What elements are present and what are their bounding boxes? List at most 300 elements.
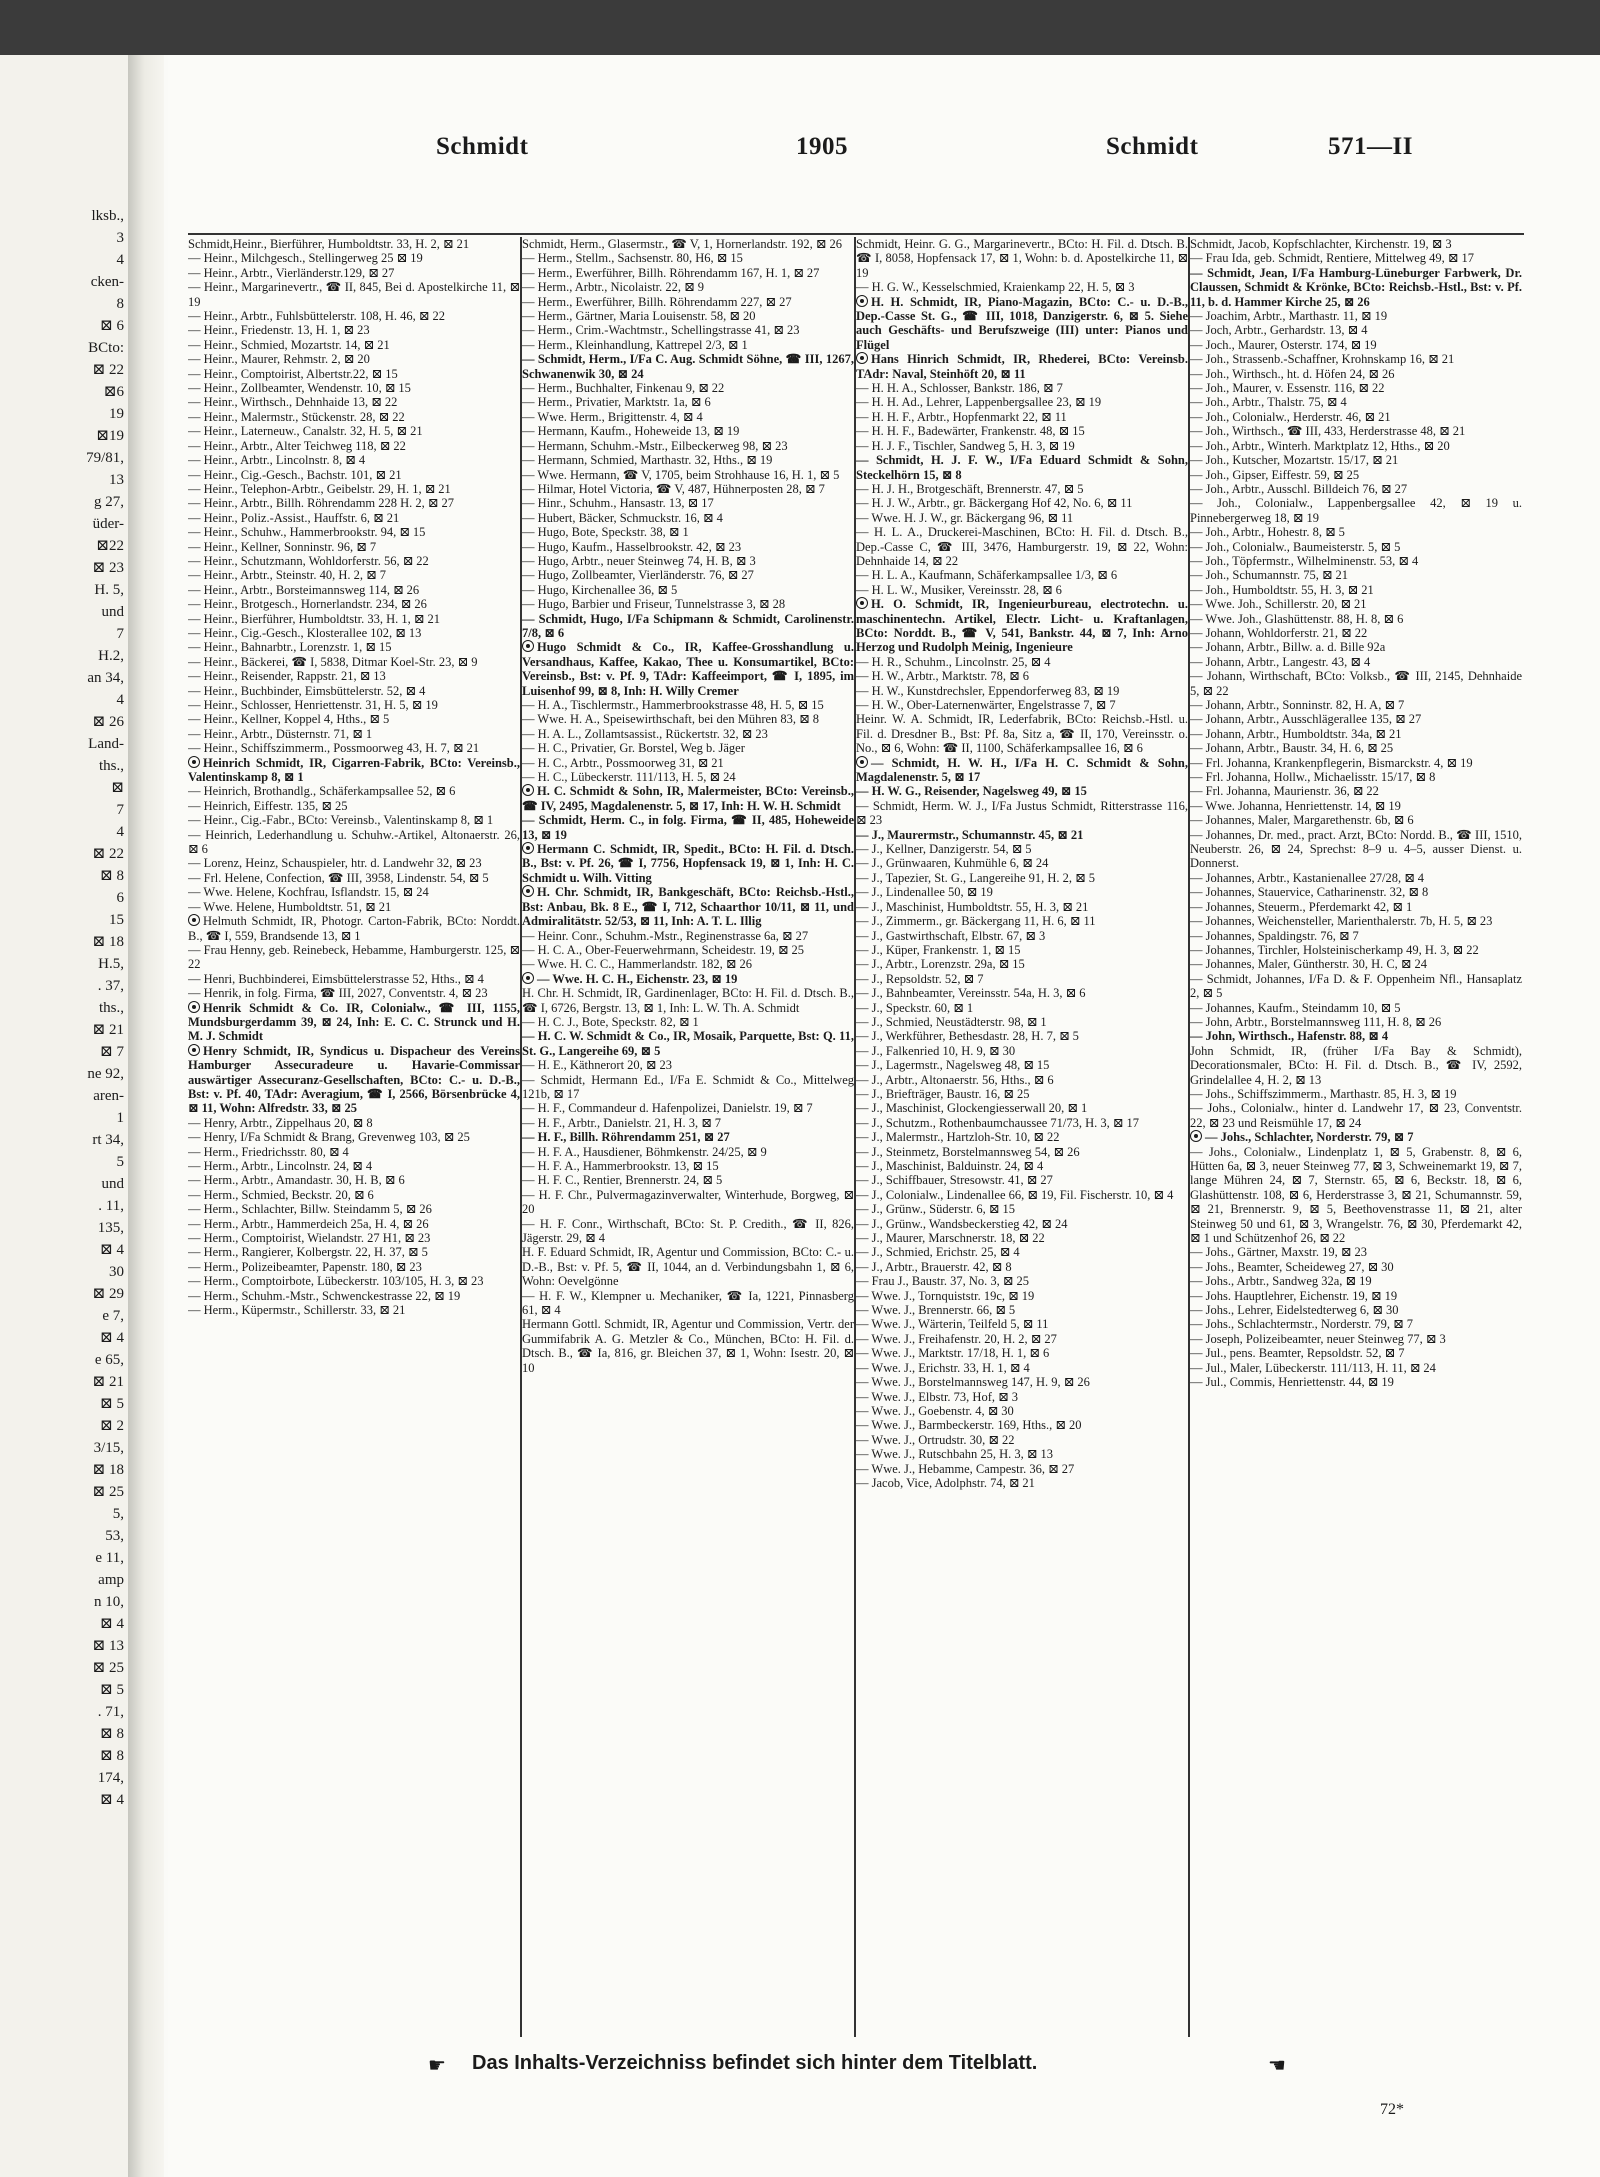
directory-entry-text: — Wwe. H. A., Speisewirthschaft, bei den Mühren 83, ⊠ 8: [522, 712, 819, 727]
directory-entry-text: — Hilmar, Hotel Victoria, ☎ V, 487, Hühnerposten 28, ⊠ 7: [522, 481, 825, 496]
directory-entry-text: — J., Speckstr. 60, ⊠ 1: [856, 1000, 974, 1015]
previous-page-fragment: ⊠ 18: [92, 934, 124, 950]
directory-entry-text: — Hugo, Barbier und Friseur, Tunnelstrasse 3, ⊠ 28: [522, 597, 786, 612]
directory-entry: [522, 568, 854, 582]
directory-entry-text: — J., Repsoldstr. 52, ⊠ 7: [856, 971, 984, 986]
directory-entry-text: — H. E., Käthnerort 20, ⊠ 23: [522, 1058, 673, 1073]
directory-entry-text: — H. H. F., Badewärter, Frankenstr. 48, ⊠ 15: [856, 424, 1085, 439]
directory-entry: [188, 338, 520, 352]
directory-entry: [856, 885, 1188, 899]
directory-entry: [856, 1260, 1188, 1274]
directory-entry-text: — Henri, Buchbinderei, Eimsbüttelerstrasse 52, Hths., ⊠ 4: [188, 971, 484, 986]
directory-entry: [1190, 784, 1522, 798]
directory-entry: [522, 309, 854, 323]
directory-entry: [522, 597, 854, 611]
directory-entry: [856, 1361, 1188, 1375]
directory-entry: [188, 1159, 520, 1173]
directory-entry: [188, 784, 520, 798]
directory-entry-text: Heinr. W. A. Schmidt, IR, Lederfabrik, BCto: Reichsb.-Hstl. u. Fil. d. Dresdner B., Bst: Pf. 8a, Sitz a, ☎ II, 170, Vereinsstr. o. No., ⊠ 6, Wohn: ☎ II, 1100, Schäferkampsallee 16, ⊠ 6: [856, 712, 1188, 756]
directory-entry-text: — Johannes, Maler, Margarethenstr. 6b, ⊠ 6: [1190, 813, 1414, 828]
directory-entry: [1190, 929, 1522, 943]
directory-entry: [856, 295, 1188, 353]
directory-entry-text: — Herm., Schmied, Beckstr. 20, ⊠ 6: [188, 1187, 374, 1202]
directory-entry-text: — J., Arbtr., Altonaerstr. 56, Hths., ⊠ 6: [856, 1072, 1054, 1087]
directory-entry: [188, 468, 520, 482]
directory-entry: [188, 410, 520, 424]
directory-entry: [188, 741, 520, 755]
directory-entry-text: — J., Grünwaaren, Kuhmühle 6, ⊠ 24: [856, 856, 1049, 871]
directory-entry: [188, 684, 520, 698]
directory-entry: [522, 295, 854, 309]
directory-entry-text: — H. W., Arbtr., Marktstr. 78, ⊠ 6: [856, 669, 1029, 684]
directory-entry: [856, 957, 1188, 971]
directory-entry: [1190, 655, 1522, 669]
directory-entry-text: — Herm., Arbtr., Amandastr. 30, H. B, ⊠ 6: [188, 1173, 405, 1188]
directory-entry-text: — J., Maurer, Marschnerstr. 18, ⊠ 22: [856, 1231, 1045, 1246]
previous-page-fragment: . 71,: [97, 1704, 124, 1720]
directory-entry: [856, 784, 1188, 798]
directory-entry-text: — Wwe. J., Ortrudstr. 30, ⊠ 22: [856, 1432, 1015, 1447]
directory-entry-text: — Heinr., Arbtr., Lincolnstr. 8, ⊠ 4: [188, 453, 366, 468]
directory-entry: [188, 1260, 520, 1274]
directory-entry-text: — Heinr., Wirthsch., Dehnhaide 13, ⊠ 22: [188, 395, 398, 410]
directory-entry: [856, 1317, 1188, 1331]
directory-entry: [1190, 1346, 1522, 1360]
directory-entry-text: — Johann, Arbtr., Billw. a. d. Bille 92a: [1190, 640, 1386, 655]
directory-entry-text: — Wwe. Helene, Kochfrau, Isflandstr. 15, ⊠ 24: [188, 885, 429, 900]
directory-entry: [1190, 323, 1522, 337]
directory-entry-text: — Herm., Polizeibeamter, Papenstr. 180, ⊠ 23: [188, 1259, 422, 1274]
directory-entry-text: — Hugo, Zollbeamter, Vierländerstr. 76, ⊠ 27: [522, 568, 754, 583]
directory-entry: [856, 1404, 1188, 1418]
directory-entry-text: Heinrich Schmidt, IR, Cigarren-Fabrik, BCto: Vereinsb., Valentinskamp 8, ⊠ 1: [188, 755, 520, 785]
previous-page-fragment: 6: [116, 890, 124, 906]
directory-entry: [1190, 813, 1522, 827]
directory-entry-text: — Jul., Maler, Lübeckerstr. 111/113, H. 11, ⊠ 24: [1190, 1360, 1436, 1375]
directory-entry-text: — Heinr., Schuhw., Hammerbrookstr. 94, ⊠ 15: [188, 525, 426, 540]
directory-entry: [188, 1289, 520, 1303]
directory-entry-text: — Herm., Crim.-Wachtmstr., Schellingstrasse 41, ⊠ 23: [522, 323, 800, 338]
directory-entry: [188, 352, 520, 366]
column-4: [1190, 237, 1522, 2037]
directory-entry-text: — Heinr., Schutzmann, Wohldorferstr. 56, ⊠ 22: [188, 553, 429, 568]
directory-entry-text: — Schmidt, Herm., I/Fa C. Aug. Schmidt Söhne, ☎ III, 1267, Schwanenwik 30, ⊠ 24: [522, 352, 854, 381]
directory-entry: [522, 1245, 854, 1288]
directory-entry-text: — Hugo, Kaufm., Hasselbrookstr. 42, ⊠ 23: [522, 539, 742, 554]
pointing-hand-left-icon: ☛: [428, 2055, 446, 2077]
directory-entry: [522, 1145, 854, 1159]
directory-entry-text: — Wwe. H. C. C., Hammerlandstr. 182, ⊠ 26: [522, 957, 753, 972]
previous-page-fragment: amp: [98, 1572, 124, 1588]
directory-entry: [856, 482, 1188, 496]
entry-columns: [188, 237, 1524, 2037]
directory-entry-text: — Heinr., Kellner, Sonninstr. 96, ⊠ 7: [188, 539, 377, 554]
directory-entry: [856, 1390, 1188, 1404]
directory-entry: [188, 424, 520, 438]
registered-firm-mark-icon: [522, 972, 534, 984]
directory-entry: [522, 439, 854, 453]
directory-entry-text: — H. L. A., Kaufmann, Schäferkampsallee 1/3, ⊠ 6: [856, 568, 1118, 583]
directory-entry: [1190, 554, 1522, 568]
directory-entry: [856, 914, 1188, 928]
directory-entry: [1190, 885, 1522, 899]
previous-page-fragment: ⊠ 6: [100, 318, 124, 334]
directory-entry-text: — Heinr., Buchbinder, Eimsbüttelerstr. 52, ⊠ 4: [188, 683, 426, 698]
directory-entry-text: Henry Schmidt, IR, Syndicus u. Dispacheur des Vereins Hamburger Assecuradeure u. Havarie-Commissar auswärtiger Assecuranz-Gesellschaften, BCto: C.- u. D.-B., Bst: v. Pf. 40, TAdr: Averagium, ☎ I, 2566, Börsenbrücke 4, ⊠ 11, Wohn: Alfredstr. 33, ⊠ 25: [188, 1043, 520, 1116]
directory-entry: [188, 251, 520, 265]
directory-entry-text: — Heinr., Brotgesch., Hornerlandstr. 234, ⊠ 26: [188, 597, 427, 612]
directory-entry-text: — Heinrich, Eiffestr. 135, ⊠ 25: [188, 798, 348, 813]
previous-page-fragment: an 34,: [87, 670, 124, 686]
directory-entry: [1190, 583, 1522, 597]
directory-entry: [856, 597, 1188, 655]
previous-page-fragment: und: [101, 1176, 124, 1192]
directory-entry-text: — Schmidt, Herm. W. J., I/Fa Justus Schmidt, Ritterstrasse 116, ⊠ 23: [856, 798, 1188, 828]
directory-entry: [522, 525, 854, 539]
previous-page-fragments: [0, 55, 128, 1811]
directory-entry: [856, 943, 1188, 957]
directory-entry-text: — Joch, Arbtr., Gerhardstr. 13, ⊠ 4: [1190, 323, 1368, 338]
directory-entry: [1190, 482, 1522, 496]
previous-page-fragment: ⊠ 4: [100, 1242, 124, 1258]
directory-entry: [522, 468, 854, 482]
directory-entry-text: — Johs., Colonialw., Lindenplatz 1, ⊠ 5, Grabenstr. 8, ⊠ 6, Hütten 6a, ⊠ 3, neuer Steinweg 77, ⊠ 3, Schweinemarkt 19, ⊠ 7, lange Mühren 24, ⊠ 7, Sternstr. 65, ⊠ 6, Beckstr. 18, ⊠ 6, Glashüttenstr. 108, ⊠ 6, Herderstrasse 3, ⊠ 21, Schumannstr. 59, ⊠ 21, Brennerstr. 9, ⊠ 5, Beethovenstrasse 11, ⊠ 21, alter Steinweg 50 und 61, ⊠ 3, Wrangelstr. 76, ⊠ 30, Pferdemarkt 42, ⊠ 1 und Schützenhof 26, ⊠ 22: [1190, 1144, 1522, 1246]
directory-entry-text: — H. H. Ad., Lehrer, Lappenbergsallee 23, ⊠ 19: [856, 395, 1102, 410]
directory-entry-text: — Heinr., Cig.-Gesch., Bachstr. 101, ⊠ 21: [188, 467, 402, 482]
directory-entry-text: — Heinr., Milchgesch., Stellingerweg 25 ⊠ 19: [188, 251, 423, 266]
directory-entry-text: — J., Grünw., Wandsbeckerstieg 42, ⊠ 24: [856, 1216, 1068, 1231]
directory-entry-text: — Jacob, Vice, Adolphstr. 74, ⊠ 21: [856, 1475, 1035, 1490]
directory-entry-text: — Heinr. Conr., Schuhm.-Mstr., Reginenstrasse 6a, ⊠ 27: [522, 928, 809, 943]
directory-entry-text: — Johs., Lehrer, Eidelstedterweg 6, ⊠ 30: [1190, 1303, 1399, 1318]
directory-entry-text: — H. C. A., Ober-Feuerwehrmann, Scheidestr. 19, ⊠ 25: [522, 942, 805, 957]
directory-entry-text: — Heinr., Schiffszimmerm., Possmoorweg 43, H. 7, ⊠ 21: [188, 741, 480, 756]
previous-page-fragment: ⊠ 22: [92, 362, 124, 378]
directory-entry-text: — Joh., Arbtr., Thalstr. 75, ⊠ 4: [1190, 395, 1347, 410]
directory-entry: [856, 1462, 1188, 1476]
directory-entry: [188, 727, 520, 741]
directory-entry: [856, 1346, 1188, 1360]
directory-entry-text: — Joh., Colonialw., Herderstr. 46, ⊠ 21: [1190, 409, 1391, 424]
directory-entry: [1190, 741, 1522, 755]
directory-entry-text: — Wwe. J., Brennerstr. 66, ⊠ 5: [856, 1303, 1016, 1318]
directory-entry-text: Schmidt,Heinr., Bierführer, Humboldtstr. 33, H. 2, ⊠ 21: [188, 237, 470, 251]
directory-entry-text: — Wwe. Joh., Schillerstr. 20, ⊠ 21: [1190, 597, 1367, 612]
directory-entry: [522, 1101, 854, 1115]
directory-entry: [856, 525, 1188, 568]
directory-entry-text: — Henry, Arbtr., Zippelhaus 20, ⊠ 8: [188, 1115, 373, 1130]
directory-entry: [856, 1173, 1188, 1187]
previous-page-fragment: cken-: [90, 274, 124, 290]
directory-entry-text: — H. F., Commandeur d. Hafenpolizei, Danielstr. 19, ⊠ 7: [522, 1101, 813, 1116]
directory-entry-text: — Herm., Küpermstr., Schillerstr. 33, ⊠ 21: [188, 1303, 406, 1318]
directory-entry-text: — Heinr., Reisender, Rappstr. 21, ⊠ 13: [188, 669, 386, 684]
directory-entry-text: — Johann, Arbtr., Baustr. 34, H. 6, ⊠ 25: [1190, 741, 1394, 756]
directory-entry: [522, 1188, 854, 1217]
directory-entry: [856, 568, 1188, 582]
directory-entry: [1190, 770, 1522, 784]
directory-entry-text: — Johann, Arbtr., Ausschlägerallee 135, ⊠ 27: [1190, 712, 1422, 727]
previous-page-fragment: . 11,: [98, 1198, 124, 1214]
directory-entry: [856, 511, 1188, 525]
directory-entry: [188, 756, 520, 785]
directory-entry-text: — Herm., Kleinhandlung, Kattrepel 2/3, ⊠ 1: [522, 337, 748, 352]
directory-entry: [188, 525, 520, 539]
directory-entry: [856, 972, 1188, 986]
directory-entry: [188, 698, 520, 712]
directory-entry: [856, 1476, 1188, 1490]
directory-entry: [1190, 1029, 1522, 1043]
previous-page-fragment: g 27,: [94, 494, 124, 510]
previous-page-fragment: 4: [116, 824, 124, 840]
directory-entry-text: Henrik Schmidt & Co. IR, Colonialw., ☎ III, 1155, Mundsburgerdamm 39, ⊠ 24, Inh: E. C. C. Strunck und H. M. J. Schmidt: [188, 1000, 520, 1044]
directory-entry: [522, 1217, 854, 1246]
page-header: [168, 133, 1600, 173]
directory-entry-text: — J., Lindenallee 50, ⊠ 19: [856, 885, 993, 900]
previous-page-fragment: lksb.,: [91, 208, 124, 224]
directory-entry: [856, 842, 1188, 856]
directory-entry-text: — Herm., Rangierer, Kolbergstr. 22, H. 37, ⊠ 5: [188, 1245, 428, 1260]
directory-entry-text: — Wwe. Herm., Brigittenstr. 4, ⊠ 4: [522, 409, 703, 424]
directory-entry-text: — J., Kellner, Danzigerstr. 54, ⊠ 5: [856, 842, 1032, 857]
previous-page-fragment: ⊠ 8: [100, 1726, 124, 1742]
directory-entry-text: — John, Arbtr., Borstelmannsweg 111, H. 8, ⊠ 26: [1190, 1014, 1442, 1029]
previous-page-fragment: ⊠ 26: [92, 714, 124, 730]
directory-entry: [188, 669, 520, 683]
directory-entry: [522, 1289, 854, 1318]
directory-entry-text: — Herm., Privatier, Marktstr. 1a, ⊠ 6: [522, 395, 711, 410]
directory-entry: [522, 453, 854, 467]
directory-entry-text: — J., Grünw., Süderstr. 6, ⊠ 15: [856, 1202, 1015, 1217]
directory-entry: [1190, 352, 1522, 366]
directory-entry-text: — Frau Ida, geb. Schmidt, Rentiere, Mittelweg 49, ⊠ 17: [1190, 251, 1475, 266]
previous-page-fragment: ⊠ 29: [92, 1286, 124, 1302]
directory-entry-text: — Herm., Buchhalter, Finkenau 9, ⊠ 22: [522, 381, 725, 396]
directory-entry: [1190, 266, 1522, 309]
directory-entry: [188, 482, 520, 496]
directory-entry-text: — Johann, Wirthschaft, BCto: Volksb., ☎ III, 2145, Dehnhaide 5, ⊠ 22: [1190, 669, 1522, 698]
directory-entry-text: — J., Maschinist, Balduinstr. 24, ⊠ 4: [856, 1159, 1044, 1173]
directory-entry: [188, 511, 520, 525]
directory-entry-text: — Heinr., Arbtr., Alter Teichweg 118, ⊠ 22: [188, 438, 406, 453]
directory-entry-text: — Herm., Arbtr., Lincolnstr. 24, ⊠ 4: [188, 1159, 373, 1173]
directory-entry: [522, 410, 854, 424]
previous-page-fragment: üder-: [92, 516, 124, 532]
directory-entry: [1190, 1001, 1522, 1015]
directory-entry: [522, 280, 854, 294]
directory-entry-text: — Henry, I/Fa Schmidt & Brang, Grevenweg 103, ⊠ 25: [188, 1130, 470, 1145]
directory-entry: [856, 1188, 1188, 1202]
header-year: 1905: [796, 133, 848, 160]
previous-page-fragment: ths.,: [98, 1000, 124, 1016]
directory-entry-text: — Heinr., Arbtr., Steinstr. 40, H. 2, ⊠ 7: [188, 568, 386, 583]
directory-entry: [1190, 727, 1522, 741]
previous-page-fragment: e 65,: [94, 1352, 124, 1368]
directory-entry-text: — Johs., Gärtner, Maxstr. 19, ⊠ 23: [1190, 1245, 1367, 1260]
directory-entry-text: — Herm., Arbtr., Hammerdeich 25a, H. 4, ⊠ 26: [188, 1216, 429, 1231]
previous-page-fragment: H.2,: [98, 648, 124, 664]
directory-entry: [188, 439, 520, 453]
directory-entry: [1190, 828, 1522, 871]
directory-entry: [1190, 424, 1522, 438]
directory-entry: [188, 1116, 520, 1130]
directory-entry: [188, 540, 520, 554]
directory-entry-text: John Schmidt, IR, (früher I/Fa Bay & Schmidt), Decorationsmaler, BCto: H. Fil. d. Dtsch. B., ☎ IV, 2592, Grindelallee 4, H. 2, ⊠ 13: [1190, 1043, 1522, 1087]
directory-entry-text: — Jul., Commis, Henriettenstr. 44, ⊠ 19: [1190, 1375, 1394, 1390]
directory-entry-text: — Joch., Maurer, Osterstr. 174, ⊠ 19: [1190, 337, 1377, 352]
directory-entry: [1190, 1145, 1522, 1246]
directory-entry: [188, 914, 520, 943]
directory-entry: [188, 453, 520, 467]
directory-entry: [1190, 1303, 1522, 1317]
directory-entry-text: — H. C., Privatier, Gr. Borstel, Weg b. Jäger: [522, 741, 745, 756]
directory-entry-text: — H. L. W., Musiker, Vereinsstr. 28, ⊠ 6: [856, 582, 1062, 597]
directory-entry-text: — Herm., Stellm., Sachsenstr. 80, H6, ⊠ 15: [522, 251, 743, 266]
previous-page-fragment: 5: [116, 1154, 124, 1170]
directory-entry-text: — H. W., Kunstdrechsler, Eppendorferweg 83, ⊠ 19: [856, 683, 1120, 698]
directory-entry-text: — H. C. W. Schmidt & Co., IR, Mosaik, Parquette, Bst: Q. 11, St. G., Langereihe 69, ⊠ 5: [522, 1029, 854, 1058]
directory-entry: [1190, 1130, 1522, 1144]
directory-entry: [522, 972, 854, 986]
book-gutter: [128, 55, 164, 2177]
directory-entry: [522, 424, 854, 438]
directory-entry: [856, 1202, 1188, 1216]
previous-page-fragment: 79/81,: [86, 450, 124, 466]
directory-entry: [856, 1101, 1188, 1115]
directory-entry: [856, 1303, 1188, 1317]
directory-entry: [522, 741, 854, 755]
directory-entry-text: — Joh., Arbtr., Winterh. Marktplatz 12, Hths., ⊠ 20: [1190, 438, 1450, 453]
directory-entry: [1190, 943, 1522, 957]
directory-entry: [856, 871, 1188, 885]
directory-entry-text: — Heinr., Comptoirist, Albertstr.22, ⊠ 15: [188, 366, 398, 381]
previous-page-fragment: e 7,: [102, 1308, 124, 1324]
directory-entry-text: — Wwe. Helene, Humboldtstr. 51, ⊠ 21: [188, 899, 392, 914]
previous-page-fragment: ⊠ 25: [92, 1660, 124, 1676]
directory-entry: [1190, 756, 1522, 770]
directory-entry: [522, 770, 854, 784]
directory-entry: [522, 352, 854, 381]
directory-entry-text: — Herm., Comptoirist, Wielandstr. 27 H1, ⊠ 23: [188, 1231, 431, 1246]
directory-entry: [1190, 439, 1522, 453]
directory-entry: [1190, 1015, 1522, 1029]
directory-entry: [522, 1317, 854, 1375]
directory-entry: [188, 712, 520, 726]
directory-entry: [188, 266, 520, 280]
directory-entry: [522, 986, 854, 1015]
directory-entry-text: — Heinr., Friedenstr. 13, H. 1, ⊠ 23: [188, 323, 370, 338]
directory-entry: [522, 640, 854, 698]
directory-entry: [522, 511, 854, 525]
directory-entry: [1190, 496, 1522, 525]
directory-entry: [188, 885, 520, 899]
directory-entry-text: — J., Maurermstr., Schumannstr. 45, ⊠ 21: [856, 827, 1084, 842]
previous-page-fragment: ⊠6: [103, 384, 124, 400]
directory-entry: [856, 410, 1188, 424]
pointing-hand-right-icon: ☚: [1268, 2055, 1286, 2077]
directory-entry: [856, 583, 1188, 597]
directory-entry: [522, 756, 854, 770]
directory-entry: [522, 338, 854, 352]
directory-entry-text: Hermann Gottl. Schmidt, IR, Agentur und Commission, Vertr. der Gummifabrik A. G. Metzler & Co., München, BCto: H. Fil. d. Dtsch. B., ☎ Ia, 816, gr. Bleichen 37, ⊠ 1, Wohn: Isestr. 20, ⊠ 10: [522, 1317, 854, 1375]
directory-entry-text: — Hugo, Kirchenallee 36, ⊠ 5: [522, 582, 678, 597]
directory-entry-text: — Wwe. J., Hebamme, Campestr. 36, ⊠ 27: [856, 1461, 1075, 1476]
directory-entry-text: — Heinr., Arbtr., Billh. Röhrendamm 228 H. 2, ⊠ 27: [188, 496, 455, 511]
directory-entry: [188, 1231, 520, 1245]
directory-entry: [522, 784, 854, 813]
directory-entry: [188, 381, 520, 395]
registered-firm-mark-icon: [188, 1001, 200, 1013]
previous-page-fragment: BCto:: [88, 340, 124, 356]
directory-entry: [522, 1159, 854, 1173]
directory-entry-text: — Wwe. H. C. H., Eichenstr. 23, ⊠ 19: [537, 971, 738, 986]
directory-entry-text: H. C. Schmidt & Sohn, IR, Malermeister, BCto: Vereinsb., ☎ IV, 2495, Magdalenenstr. 5, ⊠ 17, Inh: H. W. H. Schmidt: [522, 784, 854, 813]
registered-firm-mark-icon: [522, 784, 534, 796]
previous-page-fragment: 4: [116, 252, 124, 268]
directory-entry-text: — Johannes, Tirchler, Holsteinischerkamp 49, H. 3, ⊠ 22: [1190, 942, 1479, 957]
previous-page-fragment: ⊠ 4: [100, 1616, 124, 1632]
directory-entry: [188, 1202, 520, 1216]
directory-entry-text: — Wwe. J., Marktstr. 17/18, H. 1, ⊠ 6: [856, 1346, 1050, 1361]
directory-entry: [1190, 237, 1522, 251]
directory-entry-text: — Heinr., Cig.-Gesch., Klosterallee 102, ⊠ 13: [188, 625, 422, 640]
directory-entry-text: — Heinr., Arbtr., Düsternstr. 71, ⊠ 1: [188, 726, 373, 741]
registered-firm-mark-icon: [522, 885, 534, 897]
previous-page-fragment: 53,: [105, 1528, 124, 1544]
directory-entry: [856, 1217, 1188, 1231]
footer-text: Das Inhalts-Verzeichniss befindet sich hinter dem Titelblatt.: [472, 2052, 1038, 2074]
directory-entry: [1190, 626, 1522, 640]
directory-entry-text: — J., Lagermstr., Nagelsweg 48, ⊠ 15: [856, 1058, 1050, 1073]
directory-entry: [856, 395, 1188, 409]
directory-entry-text: — H. C., Arbtr., Possmoorweg 31, ⊠ 21: [522, 755, 724, 770]
previous-page-fragment: ⊠ 18: [92, 1462, 124, 1478]
directory-entry: [856, 1145, 1188, 1159]
directory-entry-text: — Johann, Wohldorferstr. 21, ⊠ 22: [1190, 625, 1368, 640]
directory-entry-text: — Schmidt, H. J. F. W., I/Fa Eduard Schmidt & Sohn, Steckelhörn 15, ⊠ 8: [856, 453, 1188, 482]
directory-entry-text: — Schmidt, Hugo, I/Fa Schipmann & Schmidt, Carolinenstr. 7/8, ⊠ 6: [522, 611, 854, 640]
directory-entry-text: — Johs., Colonialw., hinter d. Landwehr 17, ⊠ 23, Conventstr. 22, ⊠ 23 und Reismühle 17, ⊠ 24: [1190, 1101, 1522, 1130]
directory-entry: [188, 799, 520, 813]
directory-entry: [522, 698, 854, 712]
directory-entry: [522, 929, 854, 943]
directory-entry: [856, 1245, 1188, 1259]
directory-entry-text: — Wwe. J., Erichstr. 33, H. 1, ⊠ 4: [856, 1360, 1030, 1375]
directory-entry: [188, 828, 520, 857]
directory-entry: [1190, 367, 1522, 381]
directory-entry-text: — H. C. J., Bote, Speckstr. 82, ⊠ 1: [522, 1014, 699, 1029]
directory-entry: [856, 1029, 1188, 1043]
directory-entry: [522, 395, 854, 409]
directory-entry-text: — Joh., Humboldtstr. 55, H. 3, ⊠ 21: [1190, 582, 1374, 597]
directory-entry: [188, 554, 520, 568]
previous-page-fragment: 3/15,: [93, 1440, 124, 1456]
directory-entry: [1190, 871, 1522, 885]
directory-entry: [1190, 568, 1522, 582]
directory-entry-text: — H. W., Ober-Laternenwärter, Engelstrasse 7, ⊠ 7: [856, 698, 1116, 712]
directory-entry-text: — Frl. Johanna, Maurienstr. 36, ⊠ 22: [1190, 784, 1379, 799]
directory-entry-text: — H. J. W., Arbtr., gr. Bäckergang Hof 42, No. 6, ⊠ 11: [856, 496, 1133, 511]
directory-entry-text: — Hugo, Arbtr., neuer Steinweg 74, H. B, ⊠ 3: [522, 553, 756, 568]
directory-entry-text: — Hermann, Kaufm., Hoheweide 13, ⊠ 19: [522, 424, 740, 439]
directory-entry-text: — Wwe. J., Tornquiststr. 19c, ⊠ 19: [856, 1288, 1035, 1303]
directory-entry-text: — J., Steinmetz, Borstelmannsweg 54, ⊠ 26: [856, 1144, 1080, 1159]
directory-entry: [1190, 698, 1522, 712]
directory-entry: [188, 1217, 520, 1231]
previous-page-fragment: 19: [109, 406, 124, 422]
registered-firm-mark-icon: [856, 756, 868, 768]
previous-page-fragment: 5,: [112, 1506, 124, 1522]
